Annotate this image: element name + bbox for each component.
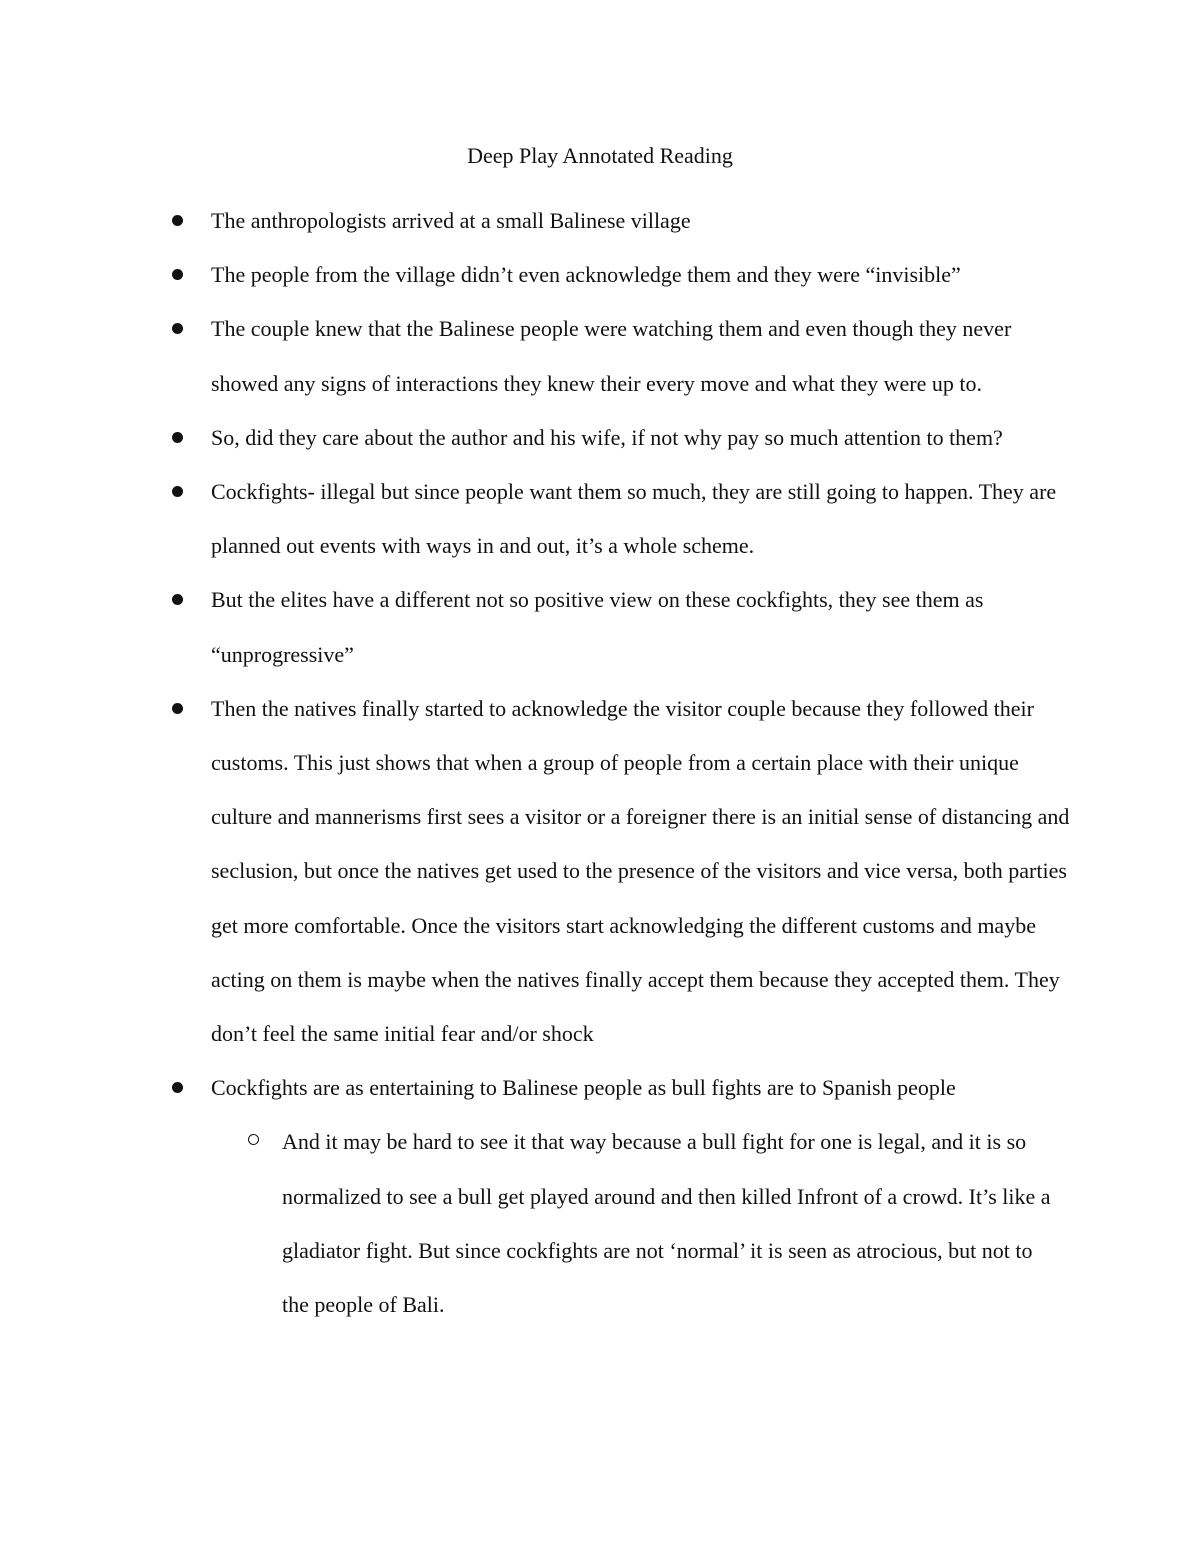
list-item-text: Then the natives finally started to acknowledge the visitor couple because they followed their customs. This just shows that when a group of people from a certain place with their unique culture and mannerisms first sees a visitor or a foreigner there is an initial sense of distancing and seclusion, but once the natives get used to the presence of the visitors and vice versa, both parties get more comfortable. Once the visitors start acknowledging the different customs and maybe acting on them is maybe when the natives finally accept them because they accepted them. They don’t feel the same initial fear and/or shock <box>211 695 1070 1047</box>
list-item <box>0 465 1071 573</box>
list-item <box>0 1061 1071 1332</box>
sub-bullet-list <box>211 1115 1071 1332</box>
list-item <box>0 411 1071 465</box>
bullet-icon <box>172 594 183 605</box>
list-item <box>0 302 1071 410</box>
bullet-icon <box>172 703 183 714</box>
list-item-text: The couple knew that the Balinese people were watching them and even though they never showed any signs of interactions they knew their every move and what they were up to. <box>211 316 1012 396</box>
sub-list-item-text: And it may be hard to see it that way because a bull fight for one is legal, and it is so normalized to see a bull get played around and then killed Infront of a crowd. It’s like a gladiator fight. But since cockfights are not ‘normal’ it is seen as atrocious, but not to the people of Bali. <box>282 1129 1051 1318</box>
list-item-text: Cockfights- illegal but since people want them so much, they are still going to happen. They are planned out events with ways in and out, it’s a whole scheme. <box>211 479 1057 559</box>
bullet-icon <box>172 323 183 334</box>
list-item <box>0 248 1071 302</box>
list-item-text: The people from the village didn’t even acknowledge them and they were “invisible” <box>211 262 961 288</box>
bullet-icon <box>172 215 183 226</box>
list-item-text: The anthropologists arrived at a small Balinese village <box>211 208 691 233</box>
list-item <box>0 682 1071 1061</box>
list-item <box>0 194 1071 248</box>
list-item-text: So, did they care about the author and his wife, if not why pay so much attention to them? <box>211 424 1003 450</box>
list-item-text: Cockfights are as entertaining to Balinese people as bull fights are to Spanish people <box>211 1075 956 1101</box>
list-item-text: But the elites have a different not so positive view on these cockfights, they see them as “unprogressive” <box>211 587 984 667</box>
bullet-icon <box>172 432 183 443</box>
bullet-icon <box>172 1082 183 1093</box>
list-item <box>0 573 1071 681</box>
bullet-icon <box>172 269 183 280</box>
bullet-list <box>0 194 1200 1332</box>
document-title: Deep Play Annotated Reading <box>467 143 733 168</box>
sub-list-item <box>211 1115 1052 1332</box>
bullet-icon <box>172 486 183 497</box>
hollow-bullet-icon <box>248 1134 259 1145</box>
